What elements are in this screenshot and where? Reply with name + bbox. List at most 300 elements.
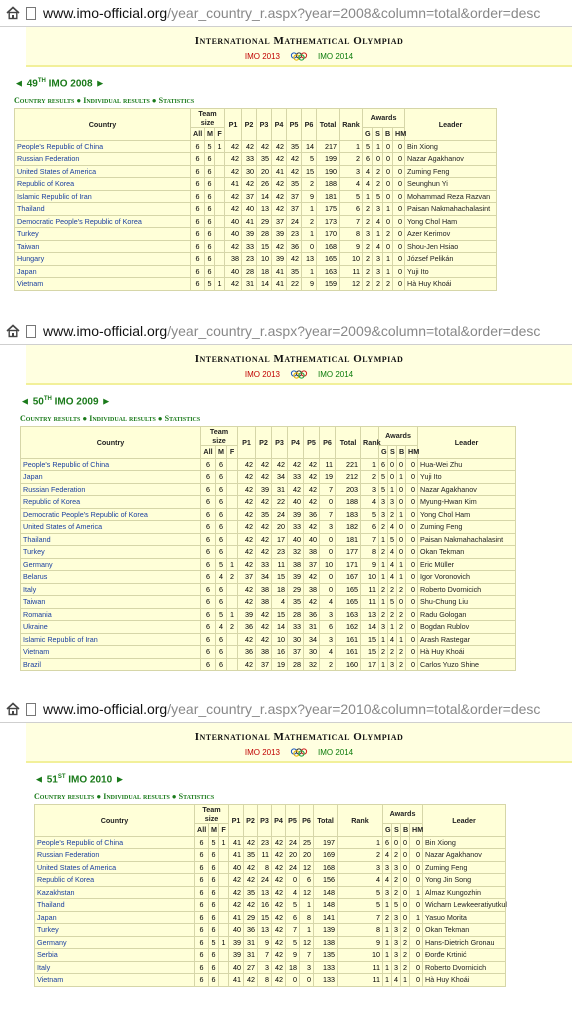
score-cell: 182 <box>336 521 361 534</box>
score-cell: 0 <box>406 533 418 546</box>
score-cell: 42 <box>238 658 256 671</box>
score-cell: 15 <box>272 571 288 584</box>
score-cell: 35 <box>287 265 302 278</box>
page-icon <box>26 7 36 20</box>
score-cell: 0 <box>406 571 418 584</box>
leader-cell: Yong Chol Ham <box>405 215 497 228</box>
score-cell: 3 <box>379 508 388 521</box>
score-cell: 42 <box>229 874 244 887</box>
country-link[interactable]: Hungary <box>15 253 191 266</box>
score-cell: 6 <box>205 265 215 278</box>
score-cell: 3 <box>320 608 336 621</box>
leader-cell: Paisan Nakmahachalasint <box>405 203 497 216</box>
statistics-link[interactable]: Statistics <box>178 792 215 802</box>
score-cell: 5 <box>338 886 383 899</box>
score-cell: 161 <box>336 646 361 659</box>
olympic-rings-icon <box>290 52 308 62</box>
score-cell: 6 <box>216 533 227 546</box>
leader-cell: Hà Huy Khoái <box>423 974 506 987</box>
score-cell: 212 <box>336 471 361 484</box>
score-cell: 188 <box>317 178 340 191</box>
country-link[interactable]: Germany <box>35 936 195 949</box>
rank-header[interactable]: Rank <box>340 109 363 141</box>
score-cell <box>215 203 225 216</box>
score-cell: 4 <box>383 874 392 887</box>
score-cell: 0 <box>320 533 336 546</box>
country-link[interactable]: Serbia <box>35 949 195 962</box>
score-cell: 42 <box>238 496 256 509</box>
all-header[interactable]: All <box>191 128 205 141</box>
p1-header[interactable]: P1 <box>238 427 256 459</box>
score-cell: 4 <box>216 571 227 584</box>
prev-year-arrow-icon[interactable]: ◄ <box>34 774 44 786</box>
results-subnav <box>20 414 572 423</box>
score-cell: 0 <box>383 240 393 253</box>
score-cell: 42 <box>244 974 258 987</box>
score-cell: 161 <box>336 633 361 646</box>
hm-header[interactable]: HM <box>393 128 405 141</box>
score-cell: 168 <box>314 861 338 874</box>
statistics-link[interactable]: Statistics <box>164 414 201 424</box>
score-cell: 169 <box>314 849 338 862</box>
score-cell: 2 <box>302 178 317 191</box>
country-link[interactable]: Thailand <box>15 203 191 216</box>
total-header[interactable]: Total <box>314 805 338 837</box>
score-cell: 5 <box>388 596 397 609</box>
all-header[interactable]: All <box>195 824 209 837</box>
score-cell: 6 <box>205 215 215 228</box>
score-cell: 6 <box>216 633 227 646</box>
country-link[interactable]: Democratic People's Republic of Korea <box>15 215 191 228</box>
score-cell: 1 <box>363 190 373 203</box>
p5-header[interactable]: P5 <box>287 109 302 141</box>
country-link[interactable]: Turkey <box>21 546 201 559</box>
leader-cell: Hans-Dietrich Gronau <box>423 936 506 949</box>
country-link[interactable]: Islamic Republic of Iran <box>15 190 191 203</box>
country-link[interactable]: Kazakhstan <box>35 886 195 899</box>
country-link[interactable]: United States of America <box>15 165 191 178</box>
country-link[interactable]: Turkey <box>15 228 191 241</box>
score-cell: 148 <box>314 886 338 899</box>
score-cell: 1 <box>397 508 406 521</box>
country-link[interactable]: Japan <box>35 911 195 924</box>
p6-header[interactable]: P6 <box>300 805 314 837</box>
score-cell: 0 <box>383 190 393 203</box>
country-link[interactable]: Vietnam <box>35 974 195 987</box>
next-year-arrow-icon[interactable]: ► <box>101 396 112 408</box>
m-header[interactable]: M <box>216 446 227 459</box>
score-cell: 39 <box>256 483 272 496</box>
score-cell: 0 <box>393 203 405 216</box>
score-cell: 11 <box>338 961 383 974</box>
address-bar[interactable] <box>0 318 572 345</box>
score-cell: 6 <box>191 140 205 153</box>
score-cell: 2 <box>363 253 373 266</box>
score-cell: 0 <box>410 974 423 987</box>
leader-cell: Arash Rastegar <box>418 633 516 646</box>
score-cell: 13 <box>257 203 272 216</box>
country-link[interactable]: Ukraine <box>21 621 201 634</box>
leader-cell: József Pelikán <box>405 253 497 266</box>
table-row <box>35 861 506 874</box>
p4-header[interactable]: P4 <box>288 427 304 459</box>
score-cell: 6 <box>205 228 215 241</box>
score-cell: 2 <box>383 228 393 241</box>
score-cell <box>227 633 238 646</box>
rank-header[interactable]: Rank <box>338 805 383 837</box>
team-size-header: Team size <box>191 109 225 128</box>
table-row <box>21 521 516 534</box>
b-header[interactable]: B <box>383 128 393 141</box>
score-cell: 6 <box>201 608 216 621</box>
score-cell: 42 <box>272 849 286 862</box>
score-cell: 10 <box>272 633 288 646</box>
score-cell: 16 <box>258 899 272 912</box>
score-cell: 6 <box>361 521 379 534</box>
score-cell: 0 <box>393 153 405 166</box>
score-cell: 1 <box>383 253 393 266</box>
score-cell: 1 <box>397 571 406 584</box>
p4-header[interactable]: P4 <box>272 805 286 837</box>
score-cell <box>227 458 238 471</box>
rank-header[interactable]: Rank <box>361 427 379 459</box>
score-cell: 0 <box>401 836 410 849</box>
leader-cell: Almaz Kungozhin <box>423 886 506 899</box>
score-cell: 42 <box>238 521 256 534</box>
country-results-link[interactable]: Country results <box>14 96 75 106</box>
leader-cell: Azer Kerimov <box>405 228 497 241</box>
p6-header[interactable]: P6 <box>320 427 336 459</box>
s-header[interactable]: S <box>388 446 397 459</box>
g-header[interactable]: G <box>379 446 388 459</box>
total-header[interactable]: Total <box>336 427 361 459</box>
p5-header[interactable]: P5 <box>286 805 300 837</box>
score-cell: 42 <box>272 911 286 924</box>
table-row <box>21 483 516 496</box>
score-cell: 2 <box>363 215 373 228</box>
prev-year-arrow-icon[interactable]: ◄ <box>20 396 30 408</box>
m-header[interactable]: M <box>205 128 215 141</box>
url-host: www.imo-official.org <box>43 5 168 21</box>
score-cell: 2 <box>373 165 383 178</box>
country-results-link[interactable]: Country results <box>34 792 95 802</box>
score-cell: 0 <box>406 583 418 596</box>
f-header[interactable]: F <box>215 128 225 141</box>
total-header[interactable]: Total <box>317 109 340 141</box>
score-cell <box>227 646 238 659</box>
country-link[interactable]: Belarus <box>21 571 201 584</box>
score-cell: 0 <box>383 140 393 153</box>
score-cell: 2 <box>388 608 397 621</box>
score-cell: 42 <box>256 633 272 646</box>
p2-header[interactable]: P2 <box>256 427 272 459</box>
score-cell <box>227 496 238 509</box>
leader-cell: Đorđe Krtinić <box>423 949 506 962</box>
score-cell: 2 <box>397 621 406 634</box>
leader-cell: Roberto Dvornicich <box>418 583 516 596</box>
country-link[interactable]: People's Republic of China <box>15 140 191 153</box>
score-cell: 181 <box>336 533 361 546</box>
country-link[interactable]: Italy <box>35 961 195 974</box>
score-cell: 0 <box>393 265 405 278</box>
country-link[interactable]: Russian Federation <box>35 849 195 862</box>
next-year-arrow-icon[interactable]: ► <box>114 774 125 786</box>
score-cell: 167 <box>336 571 361 584</box>
score-cell: 6 <box>191 228 205 241</box>
score-cell: 42 <box>242 140 257 153</box>
score-cell <box>219 849 229 862</box>
b-header[interactable]: B <box>397 446 406 459</box>
p2-header[interactable]: P2 <box>242 109 257 141</box>
score-cell: 4 <box>363 178 373 191</box>
p1-header[interactable]: P1 <box>229 805 244 837</box>
country-link[interactable]: Vietnam <box>15 278 191 291</box>
p3-header[interactable]: P3 <box>257 109 272 141</box>
score-cell: 4 <box>388 521 397 534</box>
score-cell: 11 <box>361 583 379 596</box>
score-cell: 6 <box>383 836 392 849</box>
score-cell: 41 <box>229 849 244 862</box>
score-cell: 6 <box>205 190 215 203</box>
country-results-link[interactable]: Country results <box>20 414 81 424</box>
country-link[interactable]: Democratic People's Republic of Korea <box>21 508 201 521</box>
score-cell: 37 <box>287 203 302 216</box>
s-header[interactable]: S <box>373 128 383 141</box>
home-icon[interactable] <box>6 6 20 20</box>
statistics-link[interactable]: Statistics <box>158 96 195 106</box>
score-cell: 5 <box>216 558 227 571</box>
country-link[interactable]: Russian Federation <box>21 483 201 496</box>
address-bar[interactable] <box>0 0 572 27</box>
imo-number: 51 <box>46 774 58 786</box>
score-cell: 15 <box>257 240 272 253</box>
score-cell: 0 <box>401 849 410 862</box>
score-cell: 42 <box>272 458 288 471</box>
individual-results-link[interactable]: Individual results <box>103 792 170 802</box>
m-header[interactable]: M <box>209 824 219 837</box>
country-link[interactable]: Turkey <box>35 924 195 937</box>
score-cell: 2 <box>392 874 401 887</box>
score-cell: 0 <box>406 658 418 671</box>
f-header[interactable]: F <box>227 446 238 459</box>
score-cell: 3 <box>361 483 379 496</box>
next-year-arrow-icon[interactable]: ► <box>95 78 106 90</box>
score-cell <box>215 190 225 203</box>
prev-year-arrow-icon[interactable]: ◄ <box>14 78 24 90</box>
score-cell: 6 <box>216 471 227 484</box>
score-cell: 6 <box>201 596 216 609</box>
country-link[interactable]: United States of America <box>35 861 195 874</box>
score-cell: 28 <box>242 265 257 278</box>
score-cell: 42 <box>304 496 320 509</box>
score-cell: 6 <box>363 153 373 166</box>
country-link[interactable]: Islamic Republic of Iran <box>21 633 201 646</box>
score-cell: 2 <box>401 924 410 937</box>
score-cell: 0 <box>320 571 336 584</box>
address-bar[interactable] <box>0 696 572 723</box>
table-row <box>15 165 497 178</box>
score-cell: 8 <box>300 911 314 924</box>
leader-cell: Zuming Feng <box>418 521 516 534</box>
country-link[interactable]: Japan <box>21 471 201 484</box>
all-header[interactable]: All <box>201 446 216 459</box>
score-cell: 10 <box>338 949 383 962</box>
score-cell: 11 <box>272 558 288 571</box>
score-cell: 6 <box>205 165 215 178</box>
p1-header[interactable]: P1 <box>225 109 242 141</box>
score-cell: 4 <box>388 558 397 571</box>
score-cell: 42 <box>256 521 272 534</box>
s-header[interactable]: S <box>392 824 401 837</box>
country-link[interactable]: People's Republic of China <box>35 836 195 849</box>
table-row <box>35 911 506 924</box>
score-cell: 3 <box>392 936 401 949</box>
score-cell: 42 <box>225 190 242 203</box>
country-link[interactable]: People's Republic of China <box>21 458 201 471</box>
score-cell: 16 <box>272 646 288 659</box>
imo-2014-link[interactable]: IMO 2014 <box>318 748 354 758</box>
leader-cell: Nazar Agakhanov <box>418 483 516 496</box>
country-header: Country <box>21 427 201 459</box>
country-link[interactable]: Taiwan <box>15 240 191 253</box>
home-icon[interactable] <box>6 324 20 338</box>
score-cell: 2 <box>388 508 397 521</box>
individual-results-link[interactable]: Individual results <box>83 96 150 106</box>
g-header[interactable]: G <box>363 128 373 141</box>
score-cell <box>215 153 225 166</box>
p2-header[interactable]: P2 <box>244 805 258 837</box>
country-link[interactable]: Thailand <box>35 899 195 912</box>
score-cell: 23 <box>258 836 272 849</box>
score-cell: 39 <box>229 936 244 949</box>
score-cell: 6 <box>201 483 216 496</box>
score-cell: 0 <box>393 228 405 241</box>
country-link[interactable]: Vietnam <box>21 646 201 659</box>
score-cell: 183 <box>336 508 361 521</box>
score-cell: 2 <box>227 621 238 634</box>
hm-header[interactable]: HM <box>406 446 418 459</box>
leader-cell: Yuji Ito <box>405 265 497 278</box>
score-cell: 1 <box>219 936 229 949</box>
imo-2014-link[interactable]: IMO 2014 <box>318 52 354 62</box>
table-row <box>15 278 497 291</box>
score-cell: 0 <box>406 458 418 471</box>
score-cell: 41 <box>272 165 287 178</box>
score-cell: 6 <box>320 621 336 634</box>
imo-2013-link[interactable]: IMO 2013 <box>244 748 280 758</box>
country-link[interactable]: Germany <box>21 558 201 571</box>
score-cell: 30 <box>242 165 257 178</box>
score-cell: 0 <box>410 899 423 912</box>
score-cell: 18 <box>272 583 288 596</box>
score-cell: 35 <box>256 508 272 521</box>
p3-header[interactable]: P3 <box>272 427 288 459</box>
score-cell: 7 <box>300 949 314 962</box>
score-cell: 42 <box>288 458 304 471</box>
score-cell: 39 <box>288 571 304 584</box>
score-cell: 0 <box>401 899 410 912</box>
leader-cell: Yong Chol Ham <box>418 508 516 521</box>
country-link[interactable]: Republic of Korea <box>35 874 195 887</box>
score-cell: 0 <box>300 974 314 987</box>
score-cell: 40 <box>288 533 304 546</box>
score-cell <box>227 583 238 596</box>
score-cell: 32 <box>288 546 304 559</box>
f-header[interactable]: F <box>219 824 229 837</box>
country-link[interactable]: Romania <box>21 608 201 621</box>
score-cell: 15 <box>302 165 317 178</box>
score-cell <box>219 974 229 987</box>
imo-year: IMO 2010 <box>65 774 113 786</box>
p3-header[interactable]: P3 <box>258 805 272 837</box>
imo-2014-link[interactable]: IMO 2014 <box>318 370 354 380</box>
p5-header[interactable]: P5 <box>304 427 320 459</box>
score-cell: 3 <box>258 961 272 974</box>
score-cell: 31 <box>244 936 258 949</box>
score-cell: 42 <box>257 140 272 153</box>
score-cell: 6 <box>205 203 215 216</box>
score-cell: 6 <box>201 533 216 546</box>
score-cell: 5 <box>388 533 397 546</box>
country-link[interactable]: Taiwan <box>21 596 201 609</box>
p4-header[interactable]: P4 <box>272 109 287 141</box>
score-cell: 6 <box>209 924 219 937</box>
score-cell: 135 <box>314 949 338 962</box>
g-header[interactable]: G <box>383 824 392 837</box>
score-cell: 6 <box>191 215 205 228</box>
table-row <box>35 886 506 899</box>
imo-2013-link[interactable]: IMO 2013 <box>244 370 280 380</box>
score-cell: 4 <box>388 633 397 646</box>
score-cell: 42 <box>272 203 287 216</box>
score-cell: 41 <box>229 911 244 924</box>
imo-year: IMO 2009 <box>51 396 99 408</box>
p6-header[interactable]: P6 <box>302 109 317 141</box>
score-cell: 0 <box>383 165 393 178</box>
score-cell: 5 <box>209 836 219 849</box>
country-link[interactable]: Russian Federation <box>15 153 191 166</box>
score-cell: 42 <box>225 240 242 253</box>
country-link[interactable]: Republic of Korea <box>15 178 191 191</box>
country-link[interactable]: United States of America <box>21 521 201 534</box>
bullet-icon: ● <box>171 792 177 802</box>
score-cell: 35 <box>244 849 258 862</box>
score-cell: 1 <box>383 265 393 278</box>
score-cell: 40 <box>242 203 257 216</box>
hm-header[interactable]: HM <box>410 824 423 837</box>
home-icon[interactable] <box>6 702 20 716</box>
score-cell: 38 <box>225 253 242 266</box>
country-link[interactable]: Japan <box>15 265 191 278</box>
score-cell: 6 <box>191 153 205 166</box>
score-cell: 3 <box>373 265 383 278</box>
country-link[interactable]: Brazil <box>21 658 201 671</box>
score-cell: 4 <box>216 621 227 634</box>
table-row <box>21 596 516 609</box>
individual-results-link[interactable]: Individual results <box>89 414 156 424</box>
score-cell: 42 <box>304 471 320 484</box>
country-link[interactable]: Italy <box>21 583 201 596</box>
score-cell: 6 <box>209 911 219 924</box>
score-cell: 35 <box>287 178 302 191</box>
country-link[interactable]: Thailand <box>21 533 201 546</box>
country-link[interactable]: Republic of Korea <box>21 496 201 509</box>
imo-2013-link[interactable]: IMO 2013 <box>244 52 280 62</box>
b-header[interactable]: B <box>401 824 410 837</box>
score-cell <box>227 471 238 484</box>
score-cell: 5 <box>286 899 300 912</box>
score-cell: 141 <box>314 911 338 924</box>
